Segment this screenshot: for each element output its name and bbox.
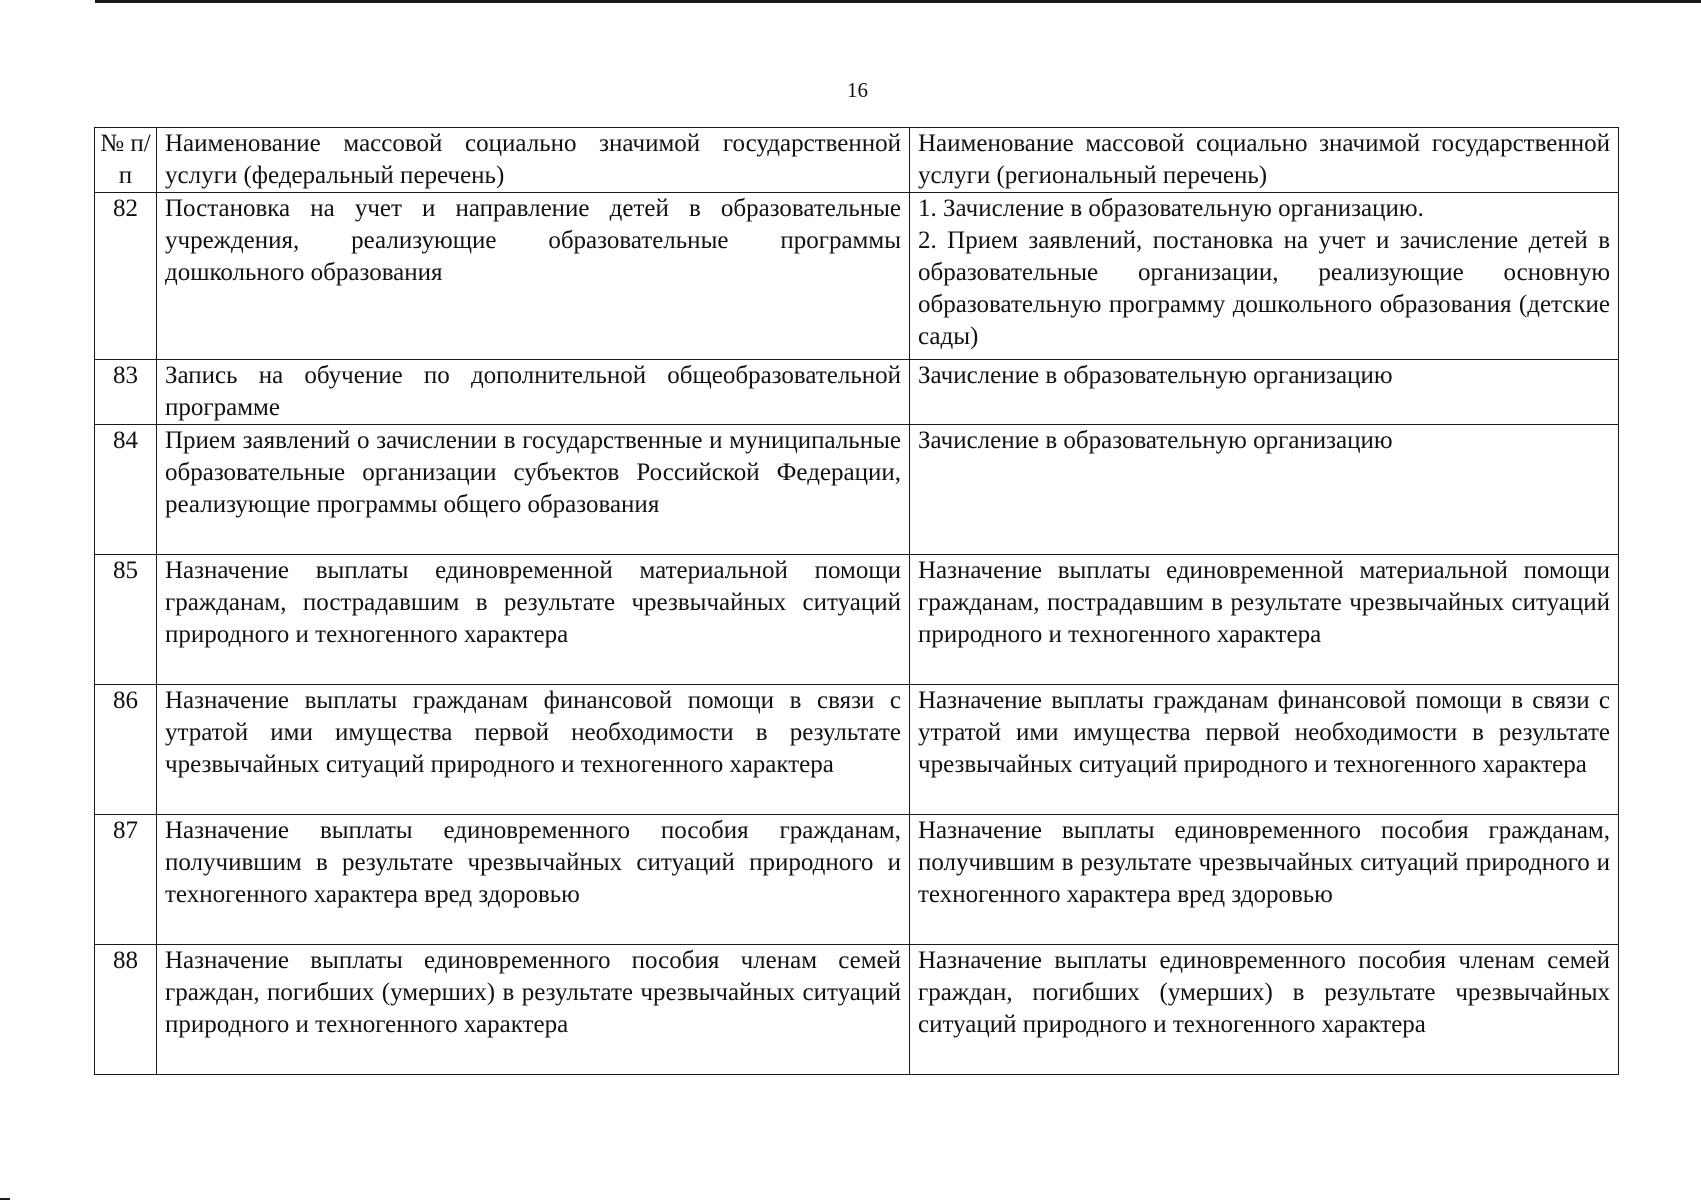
table-header-row [95,128,1619,193]
table-row [95,425,1619,555]
row-federal-service: Прием заявлений о зачислении в государственные и муниципальные образовательные организации субъектов Российской Федерации, реализующие программы общего образования [157,425,910,555]
table-row [95,555,1619,685]
header-regional: Наименование массовой социально значимой государственной услуги (региональный перечень) [910,128,1619,193]
row-regional-service [910,193,1619,360]
scan-edge-line [95,0,1701,3]
row-regional-service: Зачисление в образовательную организацию [910,360,1619,425]
services-table [94,127,1619,1075]
header-num: № п/п [95,128,157,193]
regional-service-item: 1. Зачисление в образовательную организацию. [918,195,1424,222]
row-num: 85 [95,555,157,685]
table-row [95,815,1619,945]
row-regional-service: Назначение выплаты единовременного пособия гражданам, получившим в результате чрезвычайных ситуаций природного и техногенного характера вред здоровью [910,815,1619,945]
table-row [95,685,1619,815]
row-regional-service: Назначение выплаты единовременного пособия членам семей граждан, погибших (умерших) в результате чрезвычайных ситуаций природного и техногенного характера [910,945,1619,1075]
row-federal-service: Постановка на учет и направление детей в образовательные учреждения, реализующие образовательные программы дошкольного образования [157,193,910,360]
table-row [95,945,1619,1075]
row-federal-service: Назначение выплаты единовременного пособия гражданам, получившим в результате чрезвычайных ситуаций природного и техногенного характера вред здоровью [157,815,910,945]
row-num: 88 [95,945,157,1075]
row-num: 82 [95,193,157,360]
table-row [95,360,1619,425]
page-number: 16 [847,78,868,102]
row-num: 86 [95,685,157,815]
row-federal-service: Назначение выплаты единовременного пособия членам семей граждан, погибших (умерших) в результате чрезвычайных ситуаций природного и техногенного характера [157,945,910,1075]
row-num: 84 [95,425,157,555]
row-federal-service: Назначение выплаты единовременной материальной помощи гражданам, пострадавшим в результате чрезвычайных ситуаций природного и техногенного характера [157,555,910,685]
row-regional-service: Зачисление в образовательную организацию [910,425,1619,555]
header-federal: Наименование массовой социально значимой государственной услуги (федеральный перечень) [157,128,910,193]
table-row [95,193,1619,360]
row-federal-service: Назначение выплаты гражданам финансовой помощи в связи с утратой ими имущества первой необходимости в результате чрезвычайных ситуаций природного и техногенного характера [157,685,910,815]
row-regional-service: Назначение выплаты единовременной материальной помощи гражданам, пострадавшим в результате чрезвычайных ситуаций природного и техногенного характера [910,555,1619,685]
row-federal-service: Запись на обучение по дополнительной общеобразовательной программе [157,360,910,425]
row-num: 83 [95,360,157,425]
regional-service-item: 2. Прием заявлений, постановка на учет и зачисление детей в образовательные организации, реализующие основную образовательную программу дошкольного образования (детские сады) [918,227,1610,350]
row-regional-service: Назначение выплаты гражданам финансовой помощи в связи с утратой ими имущества первой необходимости в результате чрезвычайных ситуаций природного и техногенного характера [910,685,1619,815]
row-num: 87 [95,815,157,945]
